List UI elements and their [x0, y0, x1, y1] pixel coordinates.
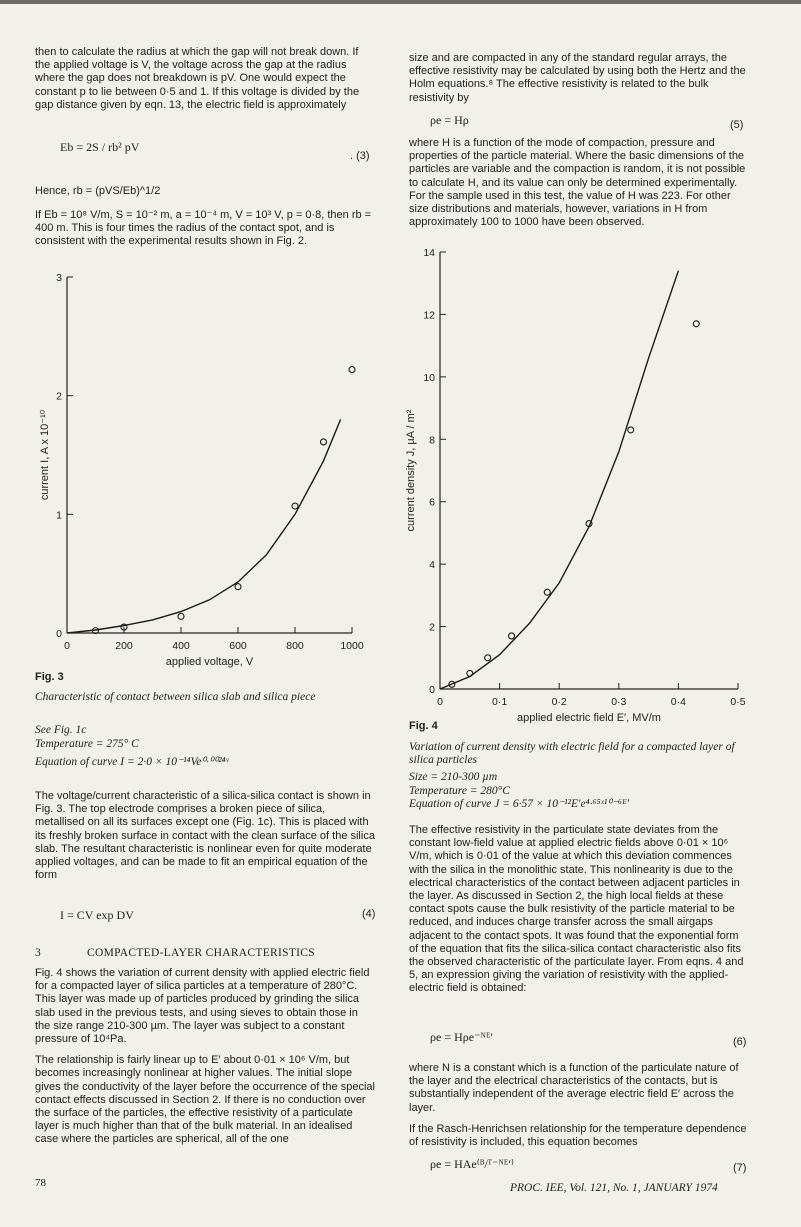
- y-tick-label: 1: [56, 509, 62, 522]
- y-tick-label: 6: [429, 496, 435, 509]
- equation-3: Eb = 2S / rb² pV: [60, 140, 140, 154]
- y-tick-label: 12: [423, 309, 435, 322]
- equation-number: (4): [362, 908, 376, 920]
- data-point: [349, 367, 355, 373]
- section-number: 3: [35, 947, 42, 959]
- fitted-curve: [67, 419, 341, 633]
- paragraph: If the Rasch-Henrichsen relationship for the temperature dependence of resistivity is included, this equation becomes: [409, 1122, 747, 1149]
- data-point: [485, 655, 491, 661]
- paragraph: The relationship is fairly linear up to E′ about 0·01 × 10⁶ V/m, but becomes increasingly nonlinear at higher values. The initial slope gives the conductivity of the layer before the occurrence of the special contact effects discussed in Section 2. If there is no conduction over the surface of the particles, the effective resistivity of a particulate layer is much higher than that of the bulk material. In an idealised case where the particles are spherical, all of the one: [35, 1054, 375, 1146]
- data-point: [235, 584, 241, 590]
- data-point: [628, 427, 634, 433]
- y-axis-label: current I, A x 10⁻¹⁰: [39, 409, 51, 501]
- data-point: [509, 633, 515, 639]
- data-point: [544, 589, 550, 595]
- y-tick-label: 0: [429, 684, 435, 696]
- x-tick-label: 0: [437, 696, 443, 708]
- right-column-intro: [409, 52, 749, 105]
- equation-5: ρe = Hρ: [430, 113, 469, 127]
- y-tick-label: 14: [423, 247, 435, 259]
- equation-number: (5): [730, 119, 744, 131]
- y-axis-label: current density J, µA / m²: [405, 409, 417, 532]
- equation-6: ρe = Hρe⁻ᴺᴱ′: [430, 1030, 494, 1044]
- paragraph: where N is a constant which is a function of the particulate nature of the layer and the electrical characteristics of the contacts, but is substantially independent of the average electric field E′ across the layer.: [409, 1062, 739, 1114]
- x-tick-label: 0·1: [492, 696, 508, 708]
- fig4-equation: Equation of curve J = 6·57 × 10⁻¹²E′e⁴·⁶⁵ˣ¹⁰⁻⁶ᴱ′: [409, 798, 630, 810]
- paragraph: Fig. 4 shows the variation of current density with applied electric field for a compacted layer of silica particles at a temperature of 280°C. This layer was made up of particles produced by grinding the silica slab used in the previous tests, and using sieves to obtain those in the size range 210-300 µm. The layer was subject to a constant pressure of 10⁴Pa.: [35, 967, 370, 1046]
- data-point: [321, 439, 327, 445]
- paragraph: size and are compacted in any of the standard regular arrays, the effective resistivity may be calculated by using both the Hertz and the Holm equations.⁸ The effective resistivity is related to the bulk resistivity by: [409, 52, 746, 104]
- equation-number: (7): [733, 1162, 747, 1174]
- paragraph: then to calculate the radius at which the gap will not break down. If the applied voltage is V, the voltage across the gap at the radius where the gap does not breakdown is pV. One would expect the constant p to lie between 0·5 and 1. If this voltage is divided by the gap distance given by eqn. 13, the electric field is approximately: [35, 46, 360, 111]
- paragraph: Hence, rb = (pVS/Eb)^1/2: [35, 185, 161, 197]
- x-tick-label: 0·2: [551, 696, 567, 708]
- left-column-calc: [35, 209, 375, 249]
- left-column-hence: [35, 185, 375, 198]
- data-point: [178, 613, 184, 619]
- x-tick-label: 0·3: [611, 696, 627, 708]
- x-tick-label: 1000: [340, 640, 364, 652]
- paragraph: The voltage/current characteristic of a silica-silica contact is shown in Fig. 3. The top electrode comprises a broken piece of silica, metallised on all its surfaces except one (Fig. 1c). This is placed with its freshly broken surface in contact with the clean surface of the silica slab. The resultant characteristic is nonlinear even for quite moderate applied voltages, and can be made to fit an empirical equation of the form: [35, 790, 375, 882]
- paragraph: where H is a function of the mode of compaction, pressure and properties of the particle material. Where the basic dimensions of the particles are variable and the compaction is random, it is not possible to calculate H, and its value can only be determined experimentally. For the sample used in this test, the value of H was 223. For other size distributions and materials, however, variations in H from approximately 100 to 1000 have been observed.: [409, 137, 746, 229]
- equation-7: ρe = HAe⁽ᴮ/ᵀ⁻ᴺᴱ′⁾: [430, 1157, 514, 1171]
- x-tick-label: 0: [64, 640, 70, 652]
- equation-number: . (3): [350, 150, 370, 162]
- paragraph: The effective resistivity in the particulate state deviates from the constant low-field value at applied electric fields above 0·01 × 10⁶ V/m, which is 0·01 of the value at which this deviation commences with the silica in the monolithic state. This nonlinearity is due to the electrical characteristics of the contact between adjacent particles in the layer. As discussed in Section 2, the high local fields at these contact spots cause the bulk resistivity of the particle material to be reduced, and induces charge transfer across the small airgaps adjacent to the contact spots. It was found that the exponential form of the equation that fits the silica-silica contact characteristic also fits the observed characteristic of the particulate layer. From eqns. 4 and 5, an expression giving the variation of resistivity with the applied-electric field is obtained:: [409, 824, 744, 995]
- y-tick-label: 3: [56, 272, 62, 284]
- fig3-temperature: Temperature = 275° C: [35, 738, 139, 750]
- section-heading: COMPACTED-LAYER CHARACTERISTICS: [87, 947, 315, 959]
- fig3-see: See Fig. 1c: [35, 724, 87, 736]
- data-point: [467, 670, 473, 676]
- equation-4: I = CV exp DV: [60, 908, 134, 922]
- fig4-size: Size = 210-300 µm: [409, 771, 498, 783]
- fig3-caption: Characteristic of contact between silica slab and silica piece: [35, 691, 316, 703]
- fig4-temperature: Temperature = 280°C: [409, 785, 510, 797]
- y-tick-label: 2: [56, 390, 62, 403]
- y-tick-label: 2: [429, 621, 435, 634]
- y-tick-label: 8: [429, 434, 435, 447]
- fig4-label: Fig. 4: [409, 720, 438, 732]
- fig3-chart: [0, 260, 380, 680]
- page-number: 78: [35, 1177, 46, 1189]
- right-column-continued: [409, 1062, 749, 1149]
- x-axis-label: applied voltage, V: [165, 656, 254, 668]
- left-column-intro: [35, 46, 375, 112]
- x-axis-label: applied electric field E′, MV/m: [517, 712, 661, 723]
- fig4-caption: Variation of current density with electric field for a compacted layer of silica particles: [409, 741, 735, 767]
- x-tick-label: 800: [286, 640, 304, 652]
- x-tick-label: 200: [115, 640, 133, 652]
- right-column-body: [409, 137, 749, 229]
- y-tick-label: 0: [56, 628, 62, 640]
- x-tick-label: 0·4: [670, 696, 686, 708]
- fig4-chart: [398, 243, 778, 723]
- y-tick-label: 4: [429, 559, 435, 572]
- data-point: [693, 321, 699, 327]
- right-column-discussion: [409, 824, 749, 996]
- x-tick-label: 0·5: [730, 696, 746, 708]
- left-column-body: [35, 790, 375, 882]
- equation-number: (6): [733, 1036, 747, 1048]
- paragraph: If Eb = 10⁸ V/m, S = 10⁻² m, a = 10⁻⁴ m, V = 10³ V, p = 0·8, then rb = 400 m. This is four times the radius of the contact spot, and is consistent with the experimental results shown in Fig. 2.: [35, 209, 372, 248]
- data-point: [292, 503, 298, 509]
- scan-top-edge: [0, 0, 801, 4]
- fig3-equation: Equation of curve I = 2·0 × 10⁻¹⁴Ve⁰·⁰⁰²⁴ᵛ: [35, 756, 229, 768]
- x-tick-label: 600: [229, 640, 247, 652]
- left-column-section3: [35, 967, 375, 1147]
- x-tick-label: 400: [172, 640, 190, 652]
- journal-footer: PROC. IEE, Vol. 121, No. 1, JANUARY 1974: [510, 1182, 718, 1194]
- fitted-curve: [440, 271, 678, 689]
- fig3-label: Fig. 3: [35, 671, 64, 683]
- y-tick-label: 10: [423, 371, 435, 384]
